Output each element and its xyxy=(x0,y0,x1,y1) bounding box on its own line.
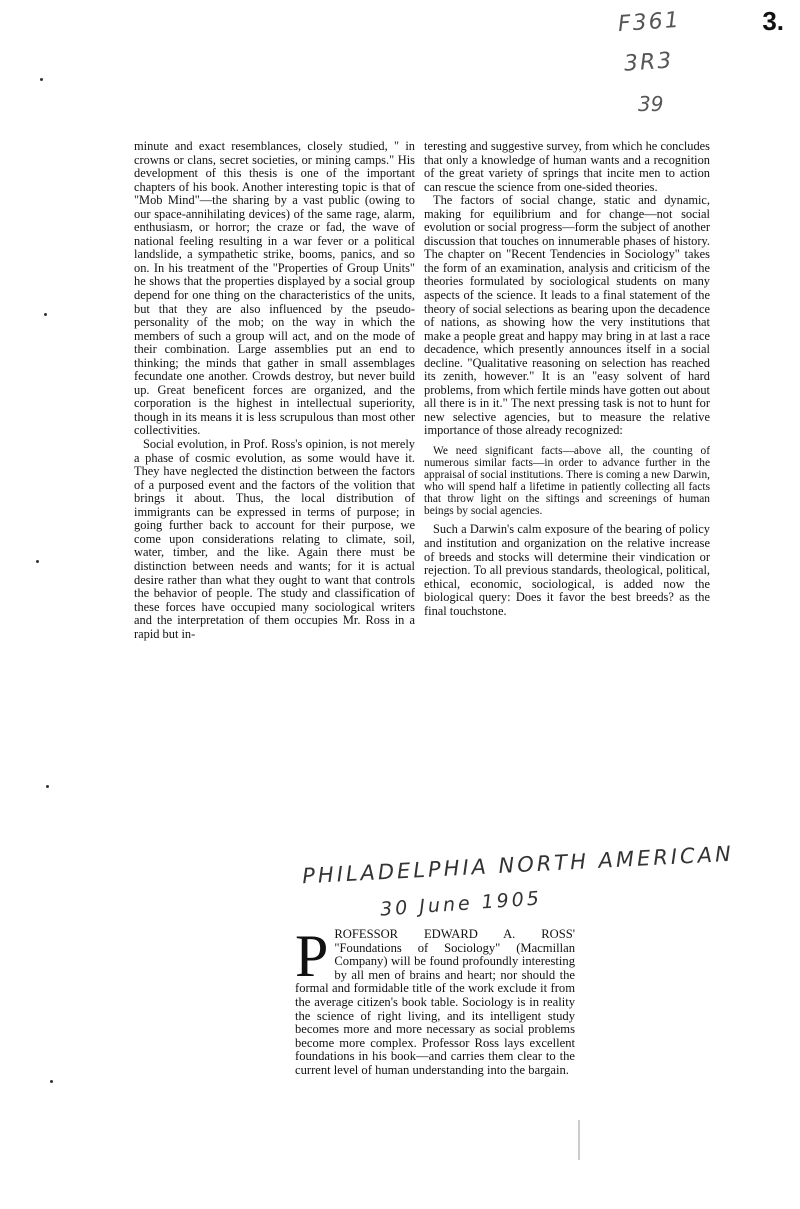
handwritten-note-2: 3R3 xyxy=(623,48,675,77)
right-column xyxy=(424,140,710,618)
left-paragraph-2: Social evolution, in Prof. Ross's opinion, is not merely a phase of cosmic evolution, as some would have it. They have neglected the distinction between the factors of a purposed event and the factors of the volition that brings it about. Thus, the local distribution of immigrants can be expressed in terms of purpose; in going further back to account for their purpose, we come upon considerations relating to climate, soil, water, timber, and the like. Again there must be distinction between needs and wants; for it is actual desire rather than what they ought to want that controls the behavior of people. The study and classification of these forces have occupied many sociological writers and the interpretation of them occupies Mr. Ross in a rapid but in- xyxy=(134,437,415,641)
handwritten-note-1: F361 xyxy=(617,7,682,38)
margin-speck xyxy=(46,785,49,788)
margin-speck xyxy=(44,313,47,316)
block-quote: We need significant facts—above all, the counting of numerous similar facts—in order to advance further in the appraisal of social institutions. There is coming a new Darwin, who will spend half a lifetime in patiently collecting all facts that throw light on the siftings and screenings of human beings by social agencies. xyxy=(424,445,710,517)
clipping-edge xyxy=(578,1120,580,1160)
margin-speck xyxy=(40,78,43,81)
left-paragraph-1: minute and exact resemblances, closely studied, " in crowns or clans, secret societies, or mining camps." His development of this thesis is one of the important chapters of his book. Another interesting topic is that of "Mob Mind"—the sharing by a vast public (owing to our space-annihilating devices) of the same rage, alarm, enthusiasm, or horror; the craze or fad, the wave of national feeling resulting in a war fever or a political landslide, a sympathetic strike, booms, panics, and so on. In his treatment of the "Properties of Group Units" he shows that the properties displayed by a social group depend for one thing on the characteristics of the units, but that they are also influenced by the pseudo-personality of the mob; on the way in which the members of such a group will act, and on the mode of their combination. Large assemblies put an end to thinking; the minds that gather in small assemblages fecundate one another. Crowds destroy, but never build up. Great beneficent forces are organized, and the corporation is the highest in intellectual superiority, though in its means it is less scrupulous than most other collectivities. xyxy=(134,139,415,438)
margin-speck xyxy=(36,560,39,563)
page-number: 3. xyxy=(762,6,784,36)
left-column xyxy=(134,140,415,641)
right-paragraph-3: Such a Darwin's calm exposure of the bearing of policy and institution and organization on the relative increase of breeds and stocks will determine their vindication or rejection. To all previous standards, theological, political, ethical, economic, sociological, is added now the biological query: Does it favor the best breeds? as the final touchstone. xyxy=(424,522,710,618)
article-text: ROFESSOR EDWARD A. ROSS' "Foundations of Sociology" (Macmillan Company) will be found profoundly interesting by all men of brains and heart; nor should the formal and formidable title of the work exclude it from the average citizen's book table. Sociology is in reality the science of right living, and its intelligent study becomes more and more necessary as social problems become more complex. Professor Ross lays excellent foundations in his book—and carries them clear to the current level of human understanding into the bargain. xyxy=(295,927,575,1077)
right-paragraph-2: The factors of social change, static and dynamic, making for equilibrium and for change—not social evolution or social progress—form the subject of another discussion that touches on innumerable phases of history. The chapter on "Recent Tendencies in Sociology" takes the form of an examination, analysis and criticism of the theories formulated by sociological students on many aspects of the science. It leads to a final statement of the theory of social selections as bearing upon the decadence of nations, as showing how the very institutions that make a people great and happy may bring in at last a race decadence, which presently announces itself in a social decline. "Qualitative reasoning on selection has reached its zenith, however." It is an "easy solvent of hard problems, from which fertile minds have gotten out about all there is in it." The next pressing task is not to hunt for new selective agencies, but to measure the relative importance of those already recognized: xyxy=(424,193,710,438)
drop-cap: P xyxy=(295,923,329,989)
date-annotation: 30 June 1905 xyxy=(379,887,543,921)
source-annotation: PHILADELPHIA NORTH AMERICAN xyxy=(301,841,735,889)
handwritten-note-3: 39 xyxy=(638,92,664,116)
right-paragraph-1: teresting and suggestive survey, from which he concludes that only a knowledge of human wants and a recognition of the great variety of springs that incite men to action can rescue the science from one-sided theories. xyxy=(424,139,710,194)
clipped-article xyxy=(295,923,575,1078)
margin-speck xyxy=(50,1080,53,1083)
